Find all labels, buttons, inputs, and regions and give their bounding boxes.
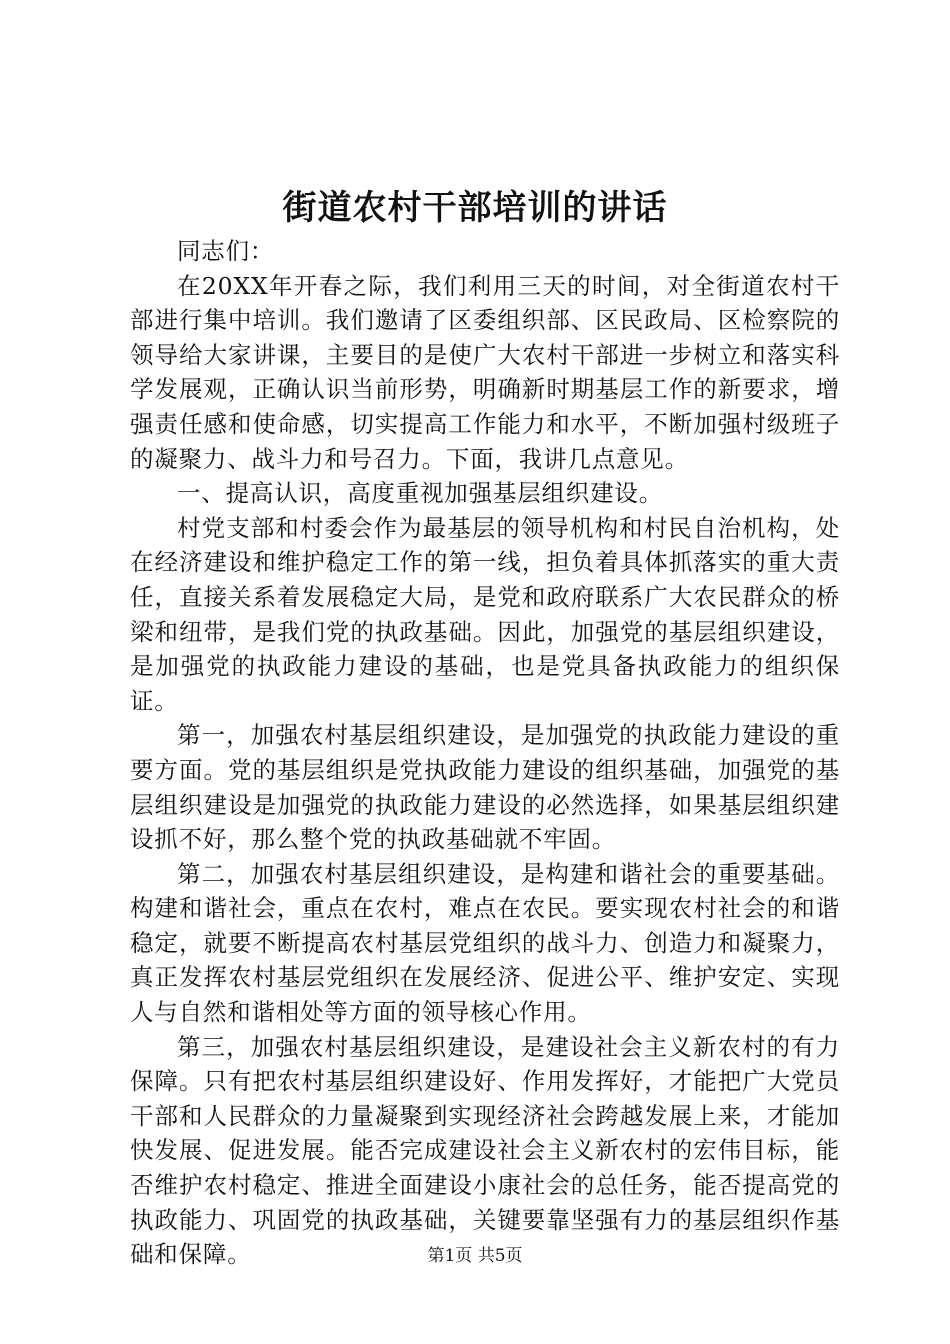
paragraph-point-1: 第一，加强农村基层组织建设，是加强党的执政能力建设的重要方面。党的基层组织是党执政能力建设的组织基础，加强党的基层组织建设是加强党的执政能力建设的必然选择，如果基层组织建设抓不好，那么整个党的执政基础就不牢固。 bbox=[130, 721, 840, 854]
page-title: 街道农村干部培训的讲话 bbox=[282, 188, 668, 228]
section-heading-1: 一、提高认识，高度重视加强基层组织建设。 bbox=[177, 479, 663, 508]
paragraph-section-1: 村党支部和村委会作为最基层的领导机构和村民自治机构，处在经济建设和维护稳定工作的第一线，担负着具体抓落实的重大责任，直接关系着发展稳定大局，是党和政府联系广大农民群众的桥梁和纽带，是我们党的执政基础。因此，加强党的基层组织建设，是加强党的执政能力建设的基础，也是党具备执政能力的组织保证。 bbox=[130, 513, 840, 715]
document-body bbox=[130, 234, 840, 1272]
salutation: 同志们： bbox=[177, 237, 275, 265]
paragraph-point-3: 第三，加强农村基层组织建设，是建设社会主义新农村的有力保障。只有把农村基层组织建设好、作用发挥好，才能把广大党员干部和人民群众的力量凝聚到实现经济社会跨越发展上来，才能加快发展、促进发展。能否完成建设社会主义新农村的宏伟目标，能否维护农村稳定、推进全面建设小康社会的总任务，能否提高党的执政能力、巩固党的执政基础，关键要靠坚强有力的基层组织作基础和保障。 bbox=[130, 1032, 840, 1269]
paragraph-intro: 在20XX年开春之际，我们利用三天的时间，对全街道农村干部进行集中培训。我们邀请了区委组织部、区民政局、区检察院的领导给大家讲课，主要目的是使广大农村干部进一步树立和落实科学发展观，正确认识当前形势，明确新时期基层工作的新要求，增强责任感和使命感，切实提高工作能力和水平，不断加强村级班子的凝聚力、战斗力和号召力。下面，我讲几点意见。 bbox=[130, 271, 840, 473]
page-number-footer: 第1页 共5页 bbox=[427, 1246, 523, 1266]
paragraph-point-2: 第二，加强农村基层组织建设，是构建和谐社会的重要基础。构建和谐社会，重点在农村，难点在农民。要实现农村社会的和谐稳定，就要不断提高农村基层党组织的战斗力、创造力和凝聚力，真正发挥农村基层党组织在发展经济、促进公平、维护安定、实现人与自然和谐相处等方面的领导核心作用。 bbox=[130, 859, 840, 1027]
